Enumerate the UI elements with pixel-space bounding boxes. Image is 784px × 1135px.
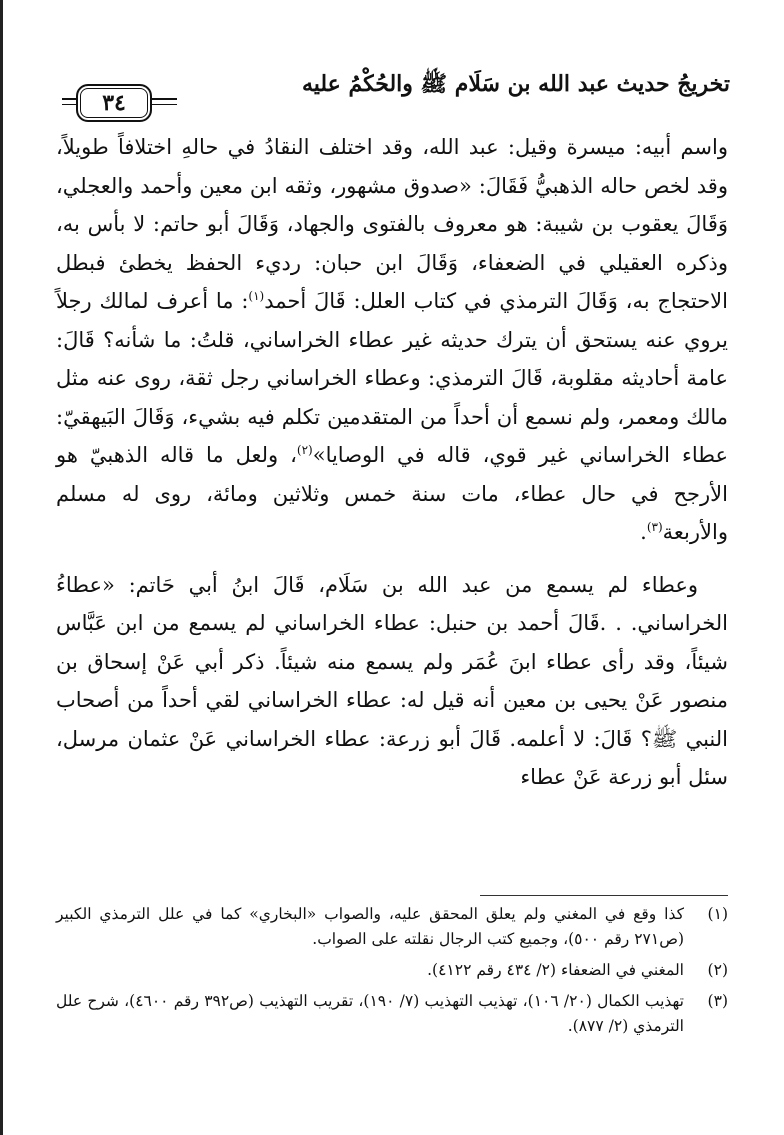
paragraph-1-text-b: : ما أعرف لمالك رجلاً يروي عنه يستحق أن يترك حديثه غير عطاء الخراساني، قلتُ: ما شأنه؟ قَالَ: عامة أحاديثه مقلوبة، قَالَ الترمذي: وعطاء الخراساني رجل ثقة، روى عنه مثل مالك ومعمر، ولم نسمع أن أحداً من المتقدمين تكلم فيه بشيء، وَقَالَ البَيهقيّ: عطاء الخراساني غير قوي، قاله في الوصايا» <box>56 289 728 467</box>
paragraph-1-end: . <box>640 520 647 544</box>
footnotes <box>56 902 728 1045</box>
header-title: تخريجُ حديث عبد الله بن سَلَام ﷺ والحُكْمُ عليه <box>301 71 730 97</box>
paragraph-1-text-c: ، ولعل ما قاله الذهبيّ هو الأرجح في حال عطاء، مات سنة خمس وثلاثين ومائة، روى له مسلم والأربعة <box>56 443 728 544</box>
footnote-number: (٣) <box>707 992 728 1010</box>
footnote-text: المغني في الضعفاء (٢/ ٤٣٤ رقم ٤١٢٢). <box>427 961 684 979</box>
page-number: ٣٤ <box>102 90 126 116</box>
main-text <box>56 128 728 797</box>
note-ref-3: (٣) <box>646 520 663 534</box>
paragraph-2: وعطاء لم يسمع من عبد الله بن سَلَام، قَالَ ابنُ أبي حَاتم: «عطاءُ الخراساني. . .قَالَ أحمد بن حنبل: عطاء الخراساني لم يسمع من ابن عَبَّاس شيئاً، وقد رأى عطاء ابنَ عُمَر ولم يسمع منه شيئاً. ذكر أبي عَنْ إسحاق بن منصور عَنْ يحيى بن معين أنه قيل له: عطاء الخراساني لقي أحداً من أصحاب النبي ﷺ؟ قَالَ: لا أعلمه. قَالَ أبو زرعة: عطاء الخراساني عَنْ عثمان مرسل، سئل أبو زرعة عَنْ عطاء <box>56 572 728 789</box>
footnote-separator <box>480 895 728 896</box>
paragraph-1-text-a: واسم أبيه: ميسرة وقيل: عبد الله، وقد اختلف النقادُ في حالهِ اختلافاً طويلاً، وقد لخص حاله الذهبيُّ فَقَالَ: «صدوق مشهور، وثقه ابن معين وأحمد والعجلي، وَقَالَ يعقوب بن شيبة: هو معروف بالفتوى والجهاد، وَقَالَ أبو حاتم: لا بأس به، وذكره العقيلي في الضعفاء، وَقَالَ ابن حبان: رديء الحفظ يخطئ فبطل الاحتجاج به، وَقَالَ الترمذي في كتاب العلل: قَالَ أحمد <box>56 135 728 313</box>
page-number-frame <box>76 84 152 122</box>
footnote-number: (١) <box>707 905 728 923</box>
footnote-text: كذا وقع في المغني ولم يعلق المحقق عليه، والصواب «البخاري» كما في علل الترمذي الكبير (ص٢٧١ رقم ٥٠٠)، وجميع كتب الرجال نقلته على الصواب. <box>56 905 684 948</box>
footnote-text: تهذيب الكمال (٢٠/ ١٠٦)، تهذيب التهذيب (٧/ ١٩٠)، تقريب التهذيب (ص٣٩٢ رقم ٤٦٠٠)، شرح علل الترمذي (٢/ ٨٧٧). <box>56 992 684 1035</box>
footnote-1 <box>56 902 728 952</box>
note-ref-1: (١) <box>248 289 265 303</box>
footnote-2 <box>56 958 728 983</box>
note-ref-2: (٢) <box>296 443 313 457</box>
footnote-number: (٢) <box>707 961 728 979</box>
footnote-3 <box>56 989 728 1039</box>
running-header <box>62 62 730 120</box>
paragraph-1 <box>56 128 728 552</box>
page-edge-shadow <box>0 0 3 1135</box>
